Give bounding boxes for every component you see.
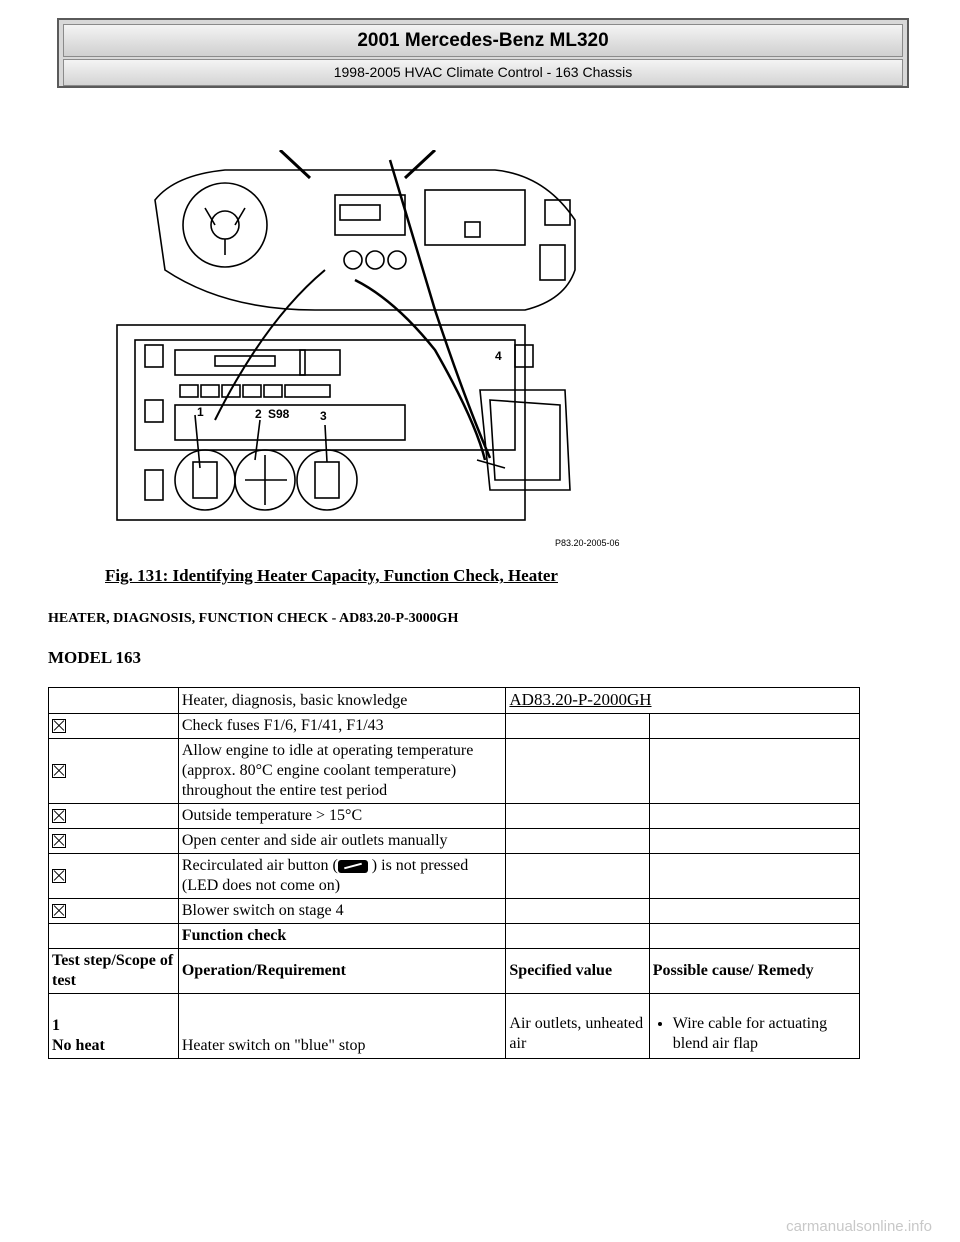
header-subtitle: 1998-2005 HVAC Climate Control - 163 Chassis: [63, 59, 903, 86]
watermark: carmanualsonline.info: [786, 1218, 932, 1235]
callout-1: 1: [197, 405, 204, 419]
figure-caption: Fig. 131: Identifying Heater Capacity, Function Check, Heater: [105, 566, 558, 585]
reference-link[interactable]: AD83.20-P-2000GH: [509, 690, 652, 709]
prereq-text: Allow engine to idle at operating temperature (approx. 80°C engine coolant temperature) throughout the entire test period: [178, 739, 506, 804]
column-header: Operation/Requirement: [178, 949, 506, 994]
broken-image-icon: [52, 764, 66, 778]
broken-image-icon: [52, 834, 66, 848]
table-row: [49, 854, 860, 899]
table-row: [49, 804, 860, 829]
recirculated-air-icon: [338, 860, 368, 873]
basic-knowledge: Heater, diagnosis, basic knowledge: [178, 688, 506, 714]
column-header: Possible cause/ Remedy: [649, 949, 859, 994]
callout-3: 3: [320, 409, 327, 423]
section-title: HEATER, DIAGNOSIS, FUNCTION CHECK - AD83.20-P-3000GH: [48, 611, 459, 626]
header-title: 2001 Mercedes-Benz ML320: [63, 24, 903, 57]
recirc-text-before: Recirculated air button (: [181, 857, 338, 874]
step-value: Air outlets, unheated air: [506, 994, 649, 1059]
model-title: MODEL 163: [48, 648, 142, 667]
function-check-label: Function check: [178, 924, 506, 949]
prereq-text: Blower switch on stage 4: [178, 899, 506, 924]
table-row: [49, 688, 860, 714]
step-operation: Heater switch on "blue" stop: [178, 994, 506, 1059]
prereq-text: Open center and side air outlets manually: [178, 829, 506, 854]
broken-image-icon: [52, 869, 66, 883]
column-header: Test step/Scope of test: [49, 949, 179, 994]
table-header-row: [49, 949, 860, 994]
callout-4: 4: [495, 349, 502, 363]
table-row: [49, 714, 860, 739]
recirc-text-after: ) is not pressed (LED does not come on): [181, 857, 469, 894]
prereq-text: Check fuses F1/6, F1/41, F1/43: [178, 714, 506, 739]
page-header: [57, 18, 909, 88]
step-scope: No heat: [52, 1037, 105, 1054]
table-row: [49, 899, 860, 924]
heater-controls-figure: [105, 150, 645, 550]
prereq-text: Outside temperature > 15°C: [178, 804, 506, 829]
step-number: 1: [52, 1017, 60, 1034]
prereq-text: [178, 854, 506, 899]
remedy-item: • Wire cable for actuating blend air flap: [673, 1014, 856, 1054]
table-row: [49, 739, 860, 804]
table-row: [49, 829, 860, 854]
table-row: [49, 994, 860, 1059]
function-check-table: [48, 687, 860, 1059]
broken-image-icon: [52, 719, 66, 733]
column-header: Specified value: [506, 949, 649, 994]
part-label: S98: [268, 407, 290, 421]
broken-image-icon: [52, 904, 66, 918]
image-code: P83.20-2005-06: [555, 538, 620, 548]
table-row: [49, 924, 860, 949]
broken-image-icon: [52, 809, 66, 823]
callout-2: 2: [255, 407, 262, 421]
